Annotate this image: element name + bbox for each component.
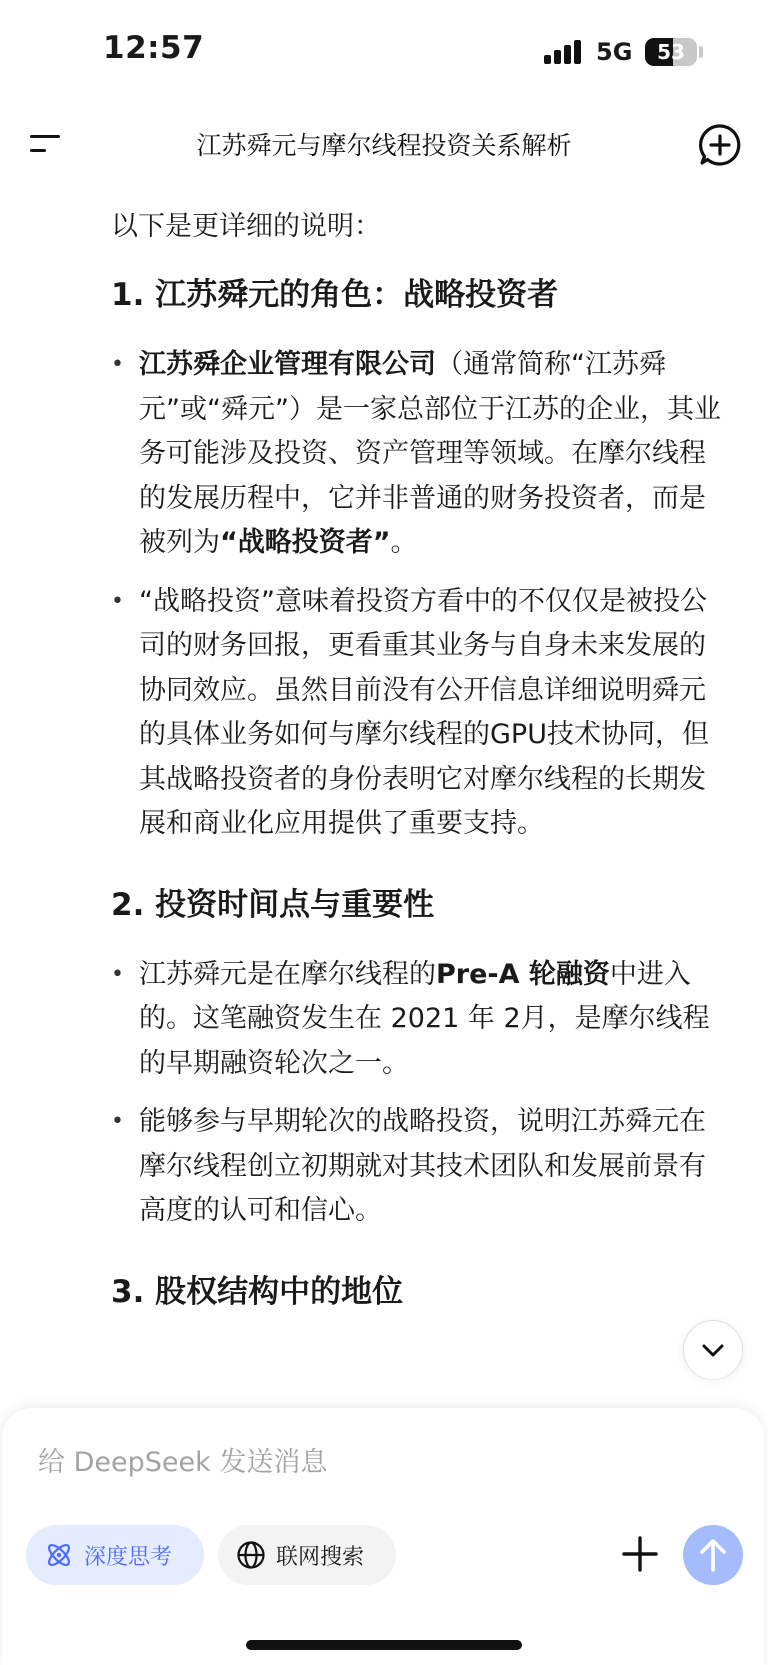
text: “战略投资”意味着投资方看中的不仅仅是被投公司的财务回报，更看重其业务与自身未来发展的协同效应。虽然目前没有公开信息详细说明舜元的具体业务如何与摩尔线程的GPU技术协同，但其战略投资者的身份表明它对摩尔线程的长期发展和商业化应用提供了重要支持。 (139, 585, 709, 839)
web-search-label: 联网搜索 (276, 1544, 365, 1570)
atom-icon (44, 1540, 74, 1570)
bold-text: Pre-A 轮融资 (436, 958, 610, 990)
bold-text: 江苏舜企业管理有限公司 (139, 349, 436, 380)
composer-fade (0, 1360, 768, 1412)
new-chat-icon (697, 122, 743, 168)
text: 。 (390, 527, 418, 558)
list-item (111, 580, 731, 847)
cellular-signal-icon (544, 40, 584, 64)
bullet-list (111, 953, 731, 1234)
text: 中进入的。这笔融资发生在 2021 年 2月，是摩尔线程的早期融资轮次之一。 (139, 958, 710, 1079)
section-heading: 1. 江苏舜元的角色：战略投资者 (111, 277, 559, 313)
battery-icon (645, 38, 697, 66)
conversation-title: 江苏舜元与摩尔线程投资关系解析 (196, 131, 572, 160)
arrow-up-icon (683, 1525, 743, 1585)
deep-think-label: 深度思考 (84, 1544, 173, 1570)
text: （通常简称“江苏舜元”或“舜元”）是一家总部位于江苏的企业，其业务可能涉及投资、资产管理等领域。在摩尔线程的发展历程中，它并非普通的财务投资者，而是被列为 (139, 349, 721, 558)
deep-think-toggle[interactable] (26, 1525, 204, 1585)
list-item (111, 343, 731, 566)
plus-icon (618, 1532, 662, 1576)
bold-text: “战略投资者” (220, 527, 391, 558)
battery-tip (699, 46, 703, 58)
chat-header (0, 104, 768, 188)
section-heading: 2. 投资时间点与重要性 (111, 886, 435, 923)
menu-button[interactable] (24, 122, 68, 166)
list-item (111, 1100, 731, 1234)
section-heading: 3. 股权结构中的地位 (111, 1273, 404, 1310)
home-indicator (246, 1640, 522, 1650)
network-type: 5G (596, 38, 633, 66)
attach-button[interactable] (618, 1532, 662, 1576)
new-chat-button[interactable] (697, 122, 743, 168)
globe-icon (236, 1540, 266, 1570)
text: 能够参与早期轮次的战略投资，说明江苏舜元在摩尔线程创立初期就对其技术团队和发展前景有高度的认可和信心。 (139, 1106, 706, 1226)
battery-percent: 53 (657, 40, 685, 64)
send-button[interactable] (683, 1525, 743, 1585)
status-time: 12:57 (103, 30, 205, 66)
assistant-message (111, 205, 731, 1340)
bullet-list (111, 343, 731, 847)
message-composer (2, 1408, 764, 1665)
web-search-toggle[interactable] (218, 1525, 396, 1585)
list-item (111, 953, 731, 1087)
text: 江苏舜元是在摩尔线程的 (139, 958, 436, 990)
message-input[interactable] (36, 1440, 640, 1484)
intro-text: 以下是更详细的说明： (111, 211, 381, 242)
status-bar (0, 0, 768, 104)
